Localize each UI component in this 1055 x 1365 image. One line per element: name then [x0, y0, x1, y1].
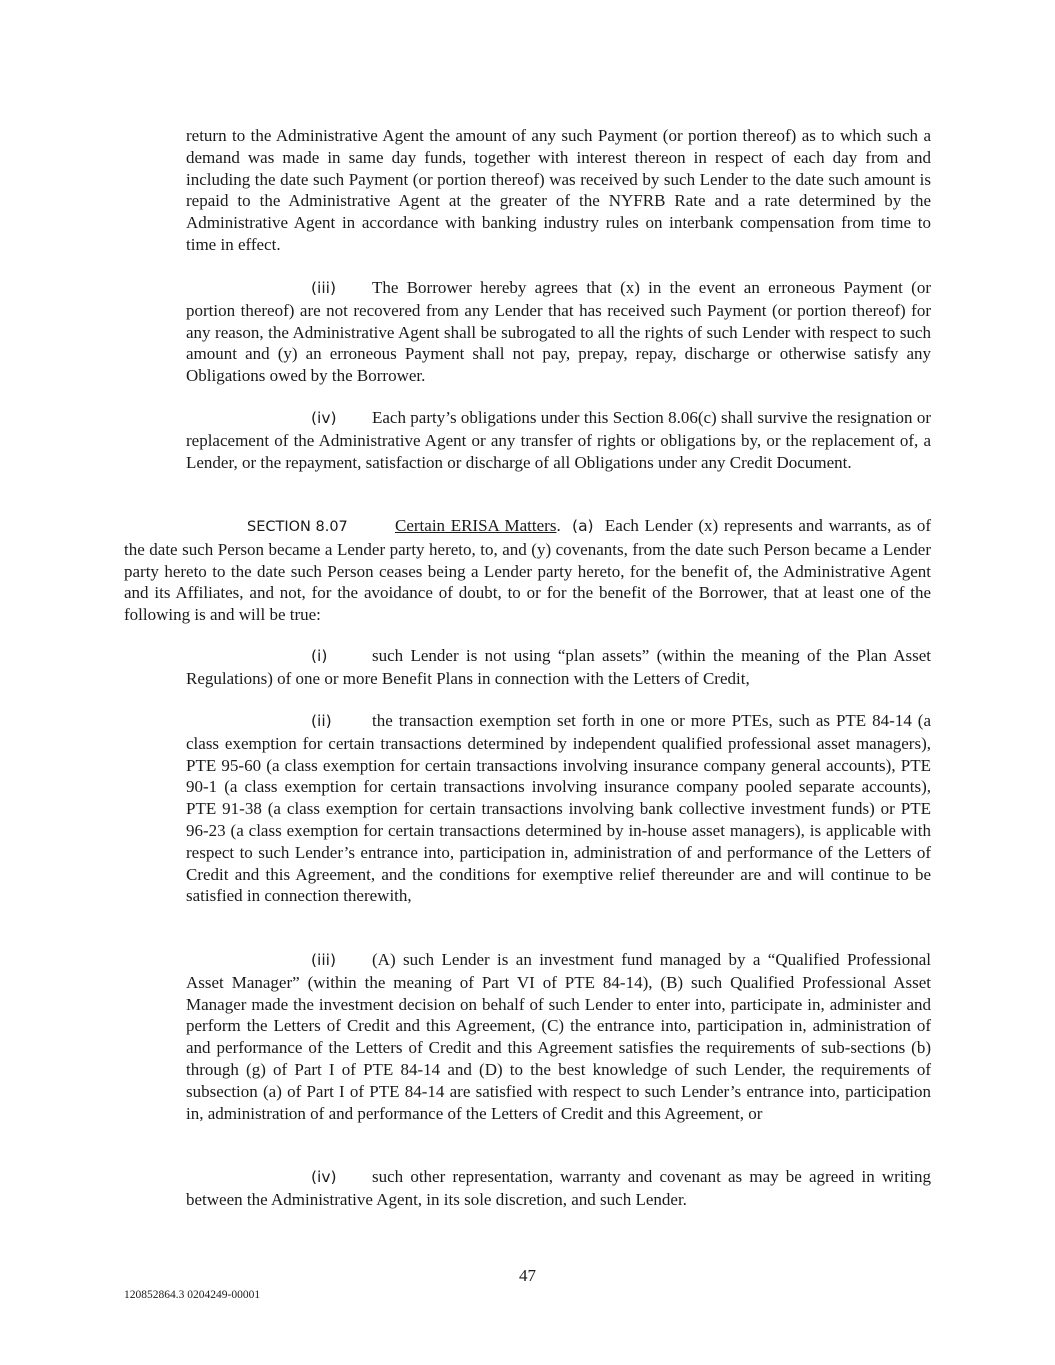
- clause-marker: (ii): [311, 712, 332, 730]
- clause-marker: (i): [311, 647, 328, 665]
- paragraph-text: The Borrower hereby agrees that (x) in the event an erroneous Payment (or portion thereof) are not recovered from any Lender that has received such Payment (or portion thereof) for any reason, the Administrative Agent shall be subrogated to all the rights of such Lender with respect to such amount and (y) an erroneous Payment shall not pay, prepay, repay, discharge or otherwise satisfy any Obligations owed by the Borrower.: [186, 278, 931, 386]
- paragraph-continuation: [186, 125, 931, 256]
- paragraph-text: return to the Administrative Agent the amount of any such Payment (or portion thereof) as to which such a demand was made in same day funds, together with interest thereon in respect of each day from and including the date such Payment (or portion thereof) was received by such Lender to the date such amount is repaid to the Administrative Agent at the greater of the NYFRB Rate and a rate determined by the Administrative Agent in accordance with banking industry rules on interbank compensation from time to time in effect.: [186, 126, 931, 254]
- paragraph-ii-ptes: [186, 710, 931, 907]
- document-id: 120852864.3 0204249-00001: [124, 1289, 261, 1301]
- section-8-07: [124, 515, 931, 626]
- paragraph-text: Each party’s obligations under this Section 8.06(c) shall survive the resignation or replacement of the Administrative Agent or any transfer of rights or obligations by, or the replacement of, a Lender, or the repayment, satisfaction or discharge of all Obligations under any Credit Document.: [186, 408, 931, 472]
- paragraph-iii-qpam: [186, 949, 931, 1124]
- clause-marker: (iv): [311, 1168, 337, 1186]
- clause-marker: (a): [572, 517, 594, 535]
- paragraph-text: (A) such Lender is an investment fund managed by a “Qualified Professional Asset Manager” (within the meaning of Part VI of PTE 84-14), (B) such Qualified Professional Asset Manager made the investment decision on behalf of such Lender to enter into, participate in, administer and perform the Letters of Credit and this Agreement, (C) the entrance into, participation in, administration of and performance of the Letters of Credit and this Agreement satisfies the requirements of sub-sections (b) through (g) of Part I of PTE 84-14 and (D) to the best knowledge of such Lender, the requirements of subsection (a) of Part I of PTE 84-14 are satisfied with respect to such Lender’s entrance into, participation in, administration of and performance of the Letters of Credit and this Agreement, or: [186, 950, 931, 1123]
- paragraph-iv-survival: [186, 407, 931, 473]
- paragraph-text: the transaction exemption set forth in one or more PTEs, such as PTE 84-14 (a class exemption for certain transactions determined by independent qualified professional asset managers), PTE 95-60 (a class exemption for certain transactions involving insurance company general accounts), PTE 90-1 (a class exemption for certain transactions involving insurance company pooled separate accounts), PTE 91-38 (a class exemption for certain transactions involving bank collective investment funds) or PTE 96-23 (a class exemption for certain transactions determined by in-house asset managers), is applicable with respect to such Lender’s entrance into, participation in, administration of and performance of the Letters of Credit and this Agreement, and the conditions for exemptive relief thereunder are and will continue to be satisfied in connection therewith,: [186, 711, 931, 906]
- section-title-punct: .: [556, 516, 561, 535]
- section-text: Each Lender (x) represents and warrants, as of the date such Person became a Lender party hereto, to, and (y) covenants, from the date such Person became a Lender party hereto to the date such Person ceases being a Lender party hereto, for the benefit of, the Administrative Agent and its Affiliates, and not, for the avoidance of doubt, to or for the benefit of the Borrower, that at least one of the following is and will be true:: [124, 516, 931, 625]
- clause-marker: (iii): [311, 279, 337, 297]
- section-heading: SECTION 8.07: [247, 519, 348, 535]
- section-title: Certain ERISA Matters: [395, 516, 557, 535]
- paragraph-i-plan-assets: [186, 645, 931, 690]
- paragraph-iii-erroneous-payment: [186, 277, 931, 387]
- paragraph-text: such Lender is not using “plan assets” (within the meaning of the Plan Asset Regulations) of one or more Benefit Plans in connection with the Letters of Credit,: [186, 646, 931, 688]
- paragraph-iv-other-representation: [186, 1166, 931, 1211]
- paragraph-text: such other representation, warranty and covenant as may be agreed in writing between the Administrative Agent, in its sole discretion, and such Lender.: [186, 1167, 931, 1209]
- clause-marker: (iv): [311, 409, 337, 427]
- page-number: 47: [519, 1266, 536, 1285]
- clause-marker: (iii): [311, 951, 337, 969]
